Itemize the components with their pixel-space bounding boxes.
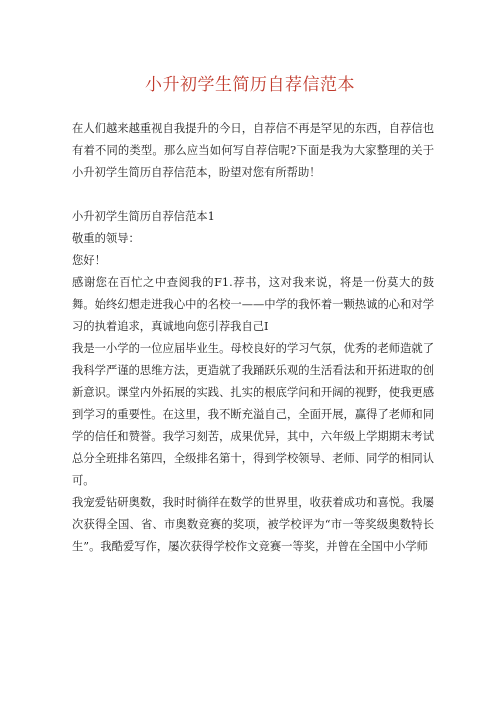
salutation: 敬重的领导：	[72, 232, 140, 245]
body-paragraph-2: 我是一小学的一位应届毕业生。母校良好的学习气氛，优秀的老师造就了我科学严谨的思维方法，更造就了我踊跃乐观的生活看法和开拓进取的创新意识。课堂内外拓展的实践、扎实的根底学问和开阔的视野，使我更感到学习的重要性。在这里，我不断充溢自己，全面开展，赢得了老师和同学的信任和赞誉。我学习刻苦，成果优异，其中，六年级上学期期末考试总分全班排名第四，全级排名第十，得到学校领导、老师、同学的相同认可。	[72, 342, 434, 487]
section-heading: 小升初学生简历自荐信范本1	[72, 210, 215, 223]
greeting: 您好！	[72, 254, 106, 267]
body-paragraph-3: 我宠爱钻研奥数，我时时徜徉在数学的世界里，收获着成功和喜悦。我屡次获得全国、省、市奥数竞赛的奖项，被学校评为“市一等奖级奥数特长生”。我酷爱写作，屡次获得学校作文竞赛一等奖，并曾在全国中小学师	[72, 496, 434, 553]
document-body	[72, 118, 434, 558]
body-paragraph-1: 感谢您在百忙之中查阅我的F1.荐书，这对我来说，将是一份莫大的鼓舞。始终幻想走进我心中的名校一——中学的我怀着一颗热诚的心和对学习的执着追求，真诚地向您引荐我自己I	[72, 276, 434, 333]
intro-paragraph: 在人们越来越重视自我提升的今日，自荐信不再是罕见的东西，自荐信也有着不同的类型。那么应当如何写自荐信呢?下面是我为大家整理的关于小升初学生简历自荐信范本，盼望对您有所帮助！	[72, 122, 434, 179]
paragraph-spacer	[72, 184, 434, 206]
document-title: 小升初学生简历自荐信范本	[145, 75, 355, 95]
